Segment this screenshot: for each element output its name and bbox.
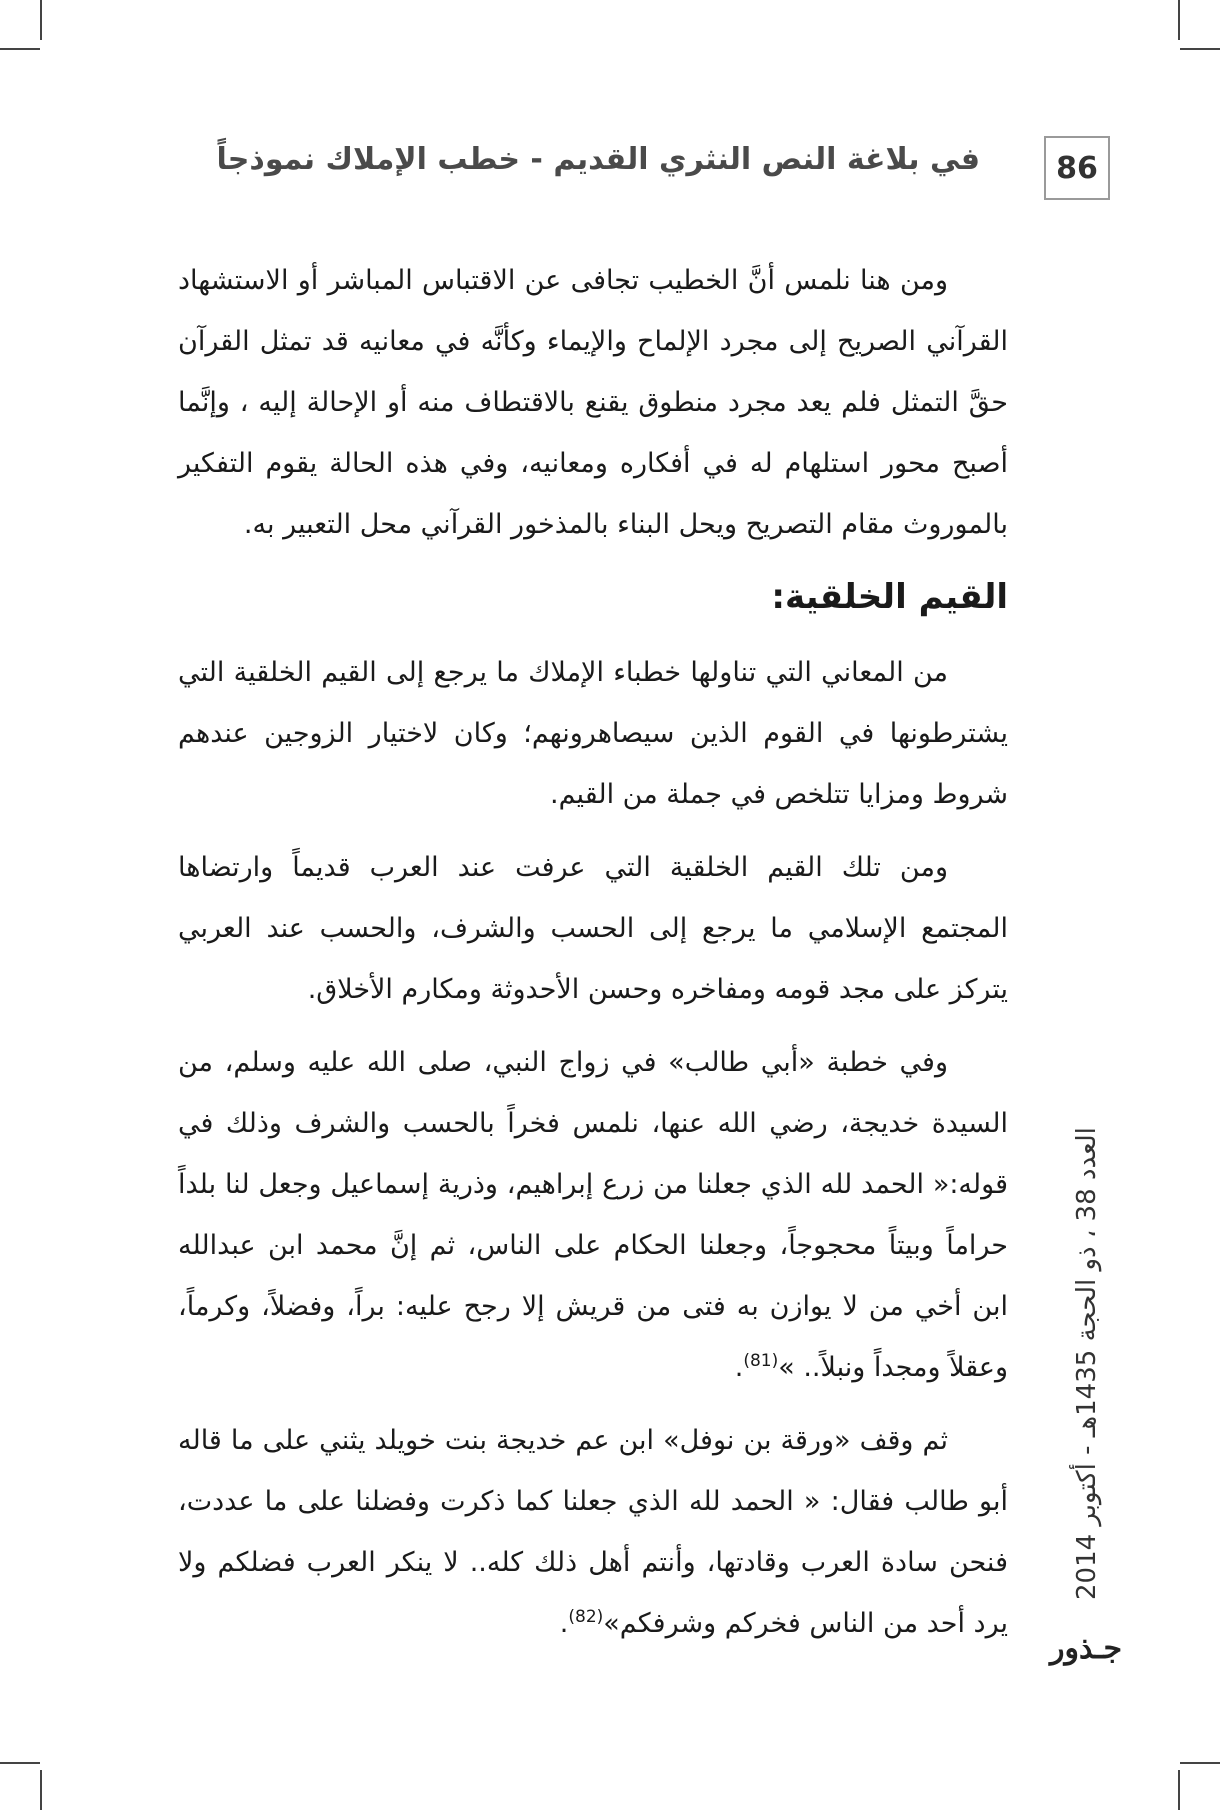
crop-mark [40, 1770, 42, 1810]
article-body [178, 250, 1008, 1666]
crop-mark [1180, 48, 1220, 50]
footnote-ref-81[interactable]: (81) [743, 1351, 779, 1371]
crop-mark [1178, 1770, 1180, 1810]
section-heading: القيم الخلقية: [771, 577, 1008, 617]
paragraph-text: وفي خطبة «أبي طالب» في زواج النبي، صلى الله عليه وسلم، من السيدة خديجة، رضي الله عنها، نلمس فخراً بالحسب والشرف وذلك في قوله:« الحمد لله الذي جعلنا من زرع إبراهيم، وذرية إسماعيل وجعل لنا بلداً حراماً وبيتاً محجوجاً، وجعلنا الحكام على الناس، ثم إنَّ محمد ابن عبدالله ابن أخي من لا يوازن به فتى من قريش إلا رجح عليه: براً، وفضلاً، وكرماً، وعقلاً ومجداً ونبلاً.. » [178, 1047, 1008, 1383]
paragraph: ومن تلك القيم الخلقية التي عرفت عند العرب قديماً وارتضاها المجتمع الإسلامي ما يرجع إلى الحسب والشرف، والحسب عند العربي يتركز على مجد قومه ومفاخره وحسن الأحدوثة ومكارم الأخلاق. [178, 852, 1008, 1005]
paragraph-text: ثم وقف «ورقة بن نوفل» ابن عم خديجة بنت خويلد يثني على ما قاله أبو طالب فقال: « الحمد لله الذي جعلنا كما ذكرت وفضلنا على ما عددت، فنحن سادة العرب وقادتها، وأنتم أهل ذلك كله.. لا ينكر العرب فضلكم ولا يرد أحد من الناس فخركم وشرفكم» [178, 1425, 1008, 1639]
paragraph: من المعاني التي تناولها خطباء الإملاك ما يرجع إلى القيم الخلقية التي يشترطونها في القوم الذين سيصاهرونهم؛ وكان لاختيار الزوجين عندهم شروط ومزايا تتلخص في جملة من القيم. [178, 657, 1008, 810]
crop-mark [40, 0, 42, 40]
paragraph-with-footnote-82: ثم وقف «ورقة بن نوفل» ابن عم خديجة بنت خويلد يثني على ما قاله أبو طالب فقال: « الحمد لله الذي جعلنا كما ذكرت وفضلنا على ما عددت، فنحن سادة العرب وقادتها، وأنتم أهل ذلك كله.. لا ينكر العرب فضلكم ولا يرد أحد من الناس فخركم وشرفكم»$^{(82)}$. [178, 1425, 1008, 1639]
crop-mark [1178, 0, 1180, 40]
paragraph: ومن هنا نلمس أنَّ الخطيب تجافى عن الاقتباس المباشر أو الاستشهاد القرآني الصريح إلى مجرد الإلماح والإيماء وكأنَّه في معانيه قد تمثل القرآن حقَّ التمثل فلم يعد مجرد منطوق يقنع بالاقتطاف منه أو الإحالة إليه ، وإنَّما أصبح محور استلهام له في أفكاره ومعانيه، وفي هذه الحالة يقوم التفكير بالموروث مقام التصريح ويحل البناء بالمذخور القرآني محل التعبير به. [178, 265, 1008, 540]
crop-mark [0, 48, 40, 50]
crop-mark [0, 1762, 40, 1764]
page-number: 86 [1044, 136, 1110, 200]
footnote-ref-82[interactable]: (82) [568, 1607, 604, 1627]
crop-mark [1180, 1762, 1220, 1764]
paragraph-with-footnote-81: وفي خطبة «أبي طالب» في زواج النبي، صلى الله عليه وسلم، من السيدة خديجة، رضي الله عنها، نلمس فخراً بالحسب والشرف وذلك في قوله:« الحمد لله الذي جعلنا من زرع إبراهيم، وذرية إسماعيل وجعل لنا بلداً حراماً وبيتاً محجوجاً، وجعلنا الحكام على الناس، ثم إنَّ محمد ابن عبدالله ابن أخي من لا يوازن به فتى من قريش إلا رجح عليه: براً، وفضلاً، وكرماً، وعقلاً ومجداً ونبلاً.. »$^{(81)}$. [178, 1047, 1008, 1383]
running-title: في بلاغة النص النثري القديم - خطب الإملاك نموذجاً [216, 142, 980, 177]
journal-logo: جـذور [1049, 1630, 1123, 1666]
issue-info: العدد 38 ، ذو الحجة 1435هـ - أكتوبر 2014 [1072, 1127, 1102, 1600]
